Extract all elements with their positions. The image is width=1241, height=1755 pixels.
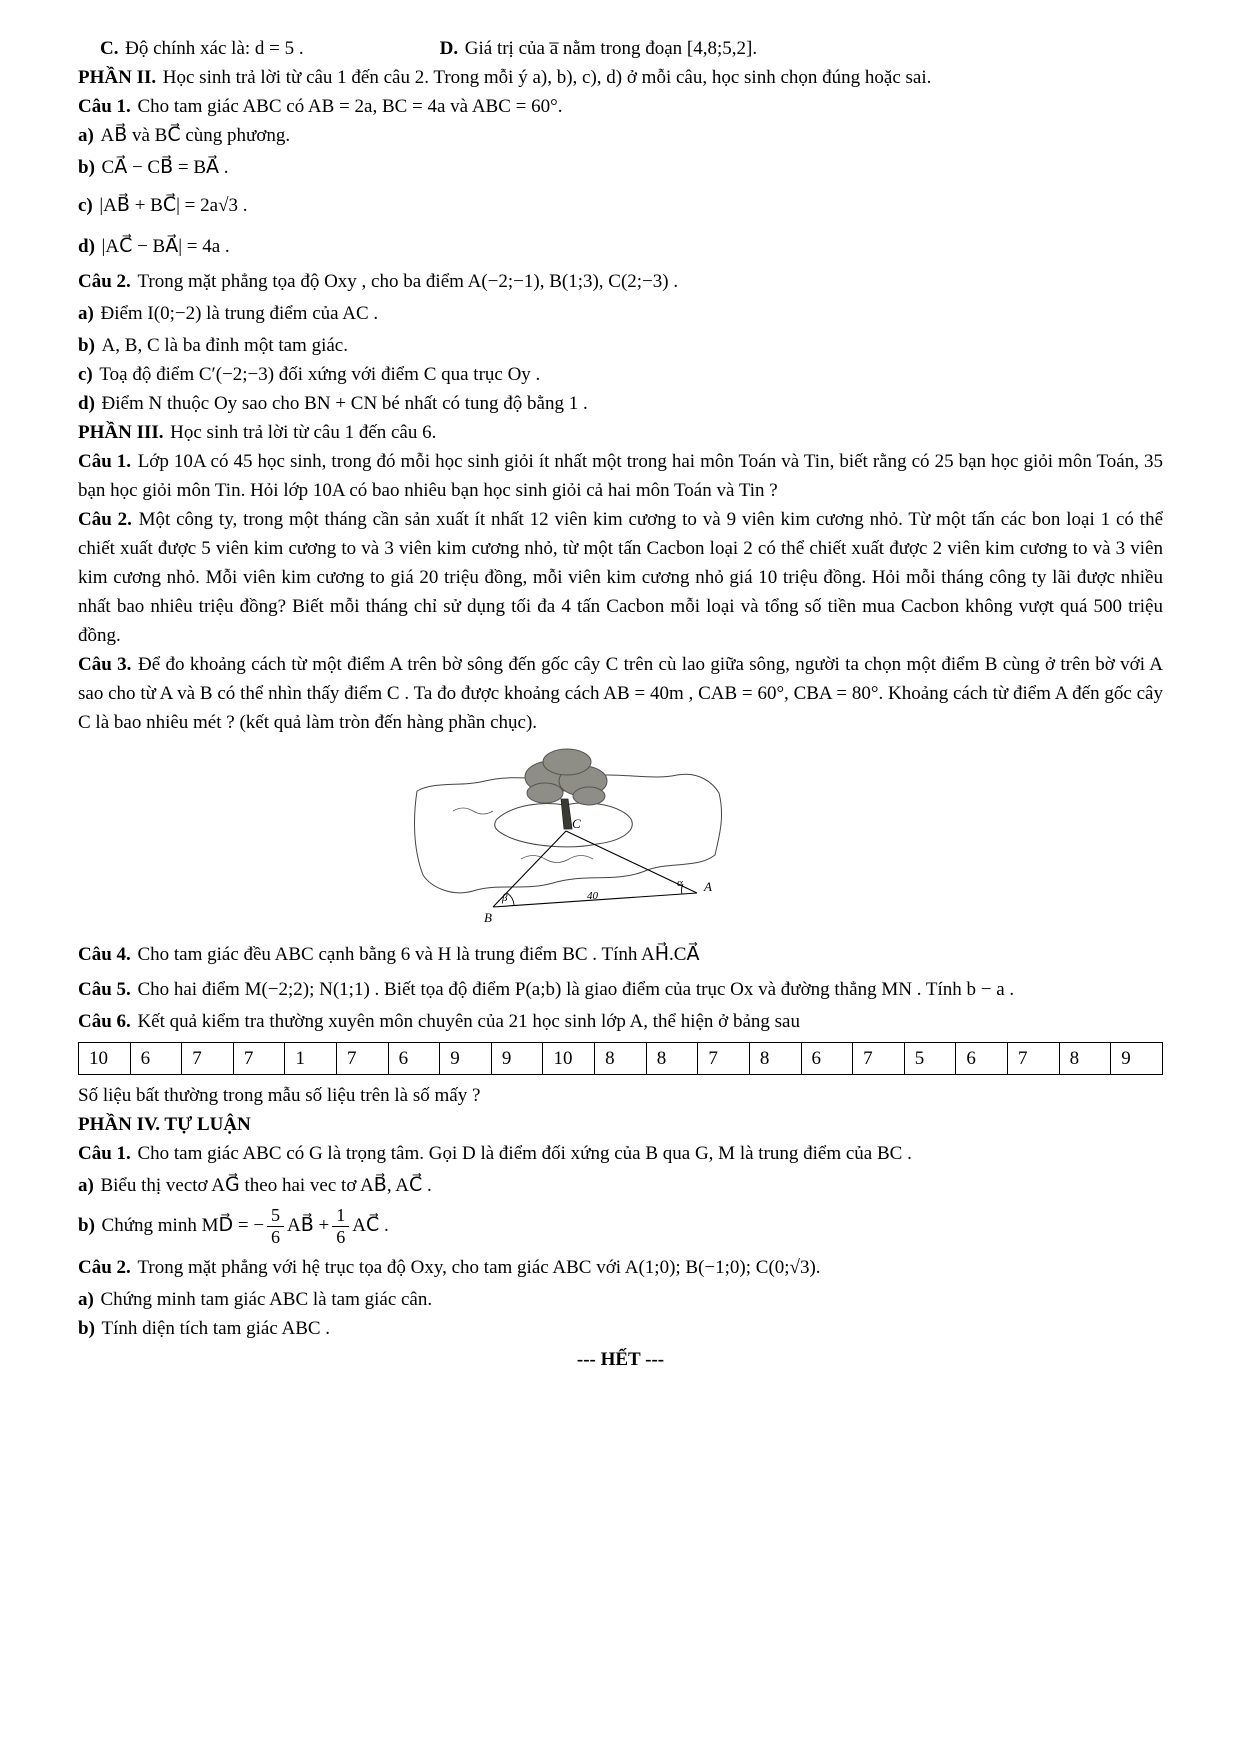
score-cell: 9 [1111, 1043, 1163, 1075]
part3-q3 [78, 650, 1163, 737]
item-b-text: CA⃗ − CB⃗ = BA⃗ . [101, 157, 229, 178]
part3-q2 [78, 505, 1163, 650]
item-b-mid: AB⃗ + [287, 1214, 330, 1236]
score-cell: 7 [853, 1043, 905, 1075]
item-c-text: |AB⃗ + BC⃗| = 2a√3 . [99, 195, 248, 216]
fraction-numerator: 1 [332, 1206, 349, 1227]
part3-q5 [78, 972, 1163, 1007]
score-cell: 10 [543, 1043, 595, 1075]
figure-container [78, 741, 1163, 935]
figure-label-c: C [571, 816, 581, 831]
item-b-text: Tính diện tích tam giác ABC . [101, 1317, 331, 1339]
part2-q1 [78, 92, 1163, 121]
score-cell: 5 [904, 1043, 956, 1075]
item-a-text: Chứng minh tam giác ABC là tam giác cân. [100, 1288, 433, 1310]
score-cell: 7 [1007, 1043, 1059, 1075]
part2-q2-text: Trong mặt phẳng tọa độ Oxy , cho ba điểm A(−2;−1), B(1;3), C(2;−3) . [137, 271, 679, 292]
item-b-prefix: Chứng minh MD⃗ = − [101, 1214, 265, 1236]
part2-q1-item-d [78, 226, 1163, 267]
figure-label-a: A [703, 879, 712, 894]
score-cell: 1 [285, 1043, 337, 1075]
score-cell: 9 [440, 1043, 492, 1075]
part3-q1-text: Lớp 10A có 45 học sinh, trong đó mỗi học sinh giỏi ít nhất một trong hai môn Toán và Tin, biết rằng có 25 bạn học giỏi môn Toán, 35 bạn học giỏi môn Tin. Hỏi lớp 10A có bao nhiêu bạn học sinh giỏi cả hai môn Toán và Tin ? [78, 451, 1163, 501]
fraction-denominator: 6 [336, 1226, 346, 1247]
part2-q1-text: Cho tam giác ABC có AB = 2a, BC = 4a và ABC = 60°. [137, 96, 563, 117]
figure-label-alpha: α [676, 877, 683, 889]
part2-heading-text: Học sinh trả lời từ câu 1 đến câu 2. Trong mỗi ý a), b), c), d) ở mỗi câu, học sinh chọn đúng hoặc sai. [162, 67, 932, 88]
part3-q3-label: Câu 3. [78, 654, 132, 675]
part2-heading-label: PHẦN II. [78, 67, 157, 88]
water-squiggle [521, 856, 593, 863]
option-d [440, 34, 757, 63]
item-a-label: a) [78, 1288, 94, 1310]
item-a-label: a) [78, 1175, 94, 1196]
part2-heading [78, 63, 1163, 92]
part3-q4-label: Câu 4. [78, 944, 131, 965]
item-a-text: Điểm I(0;−2) là trung điểm của AC . [100, 303, 379, 324]
item-c-label: c) [78, 364, 93, 385]
part3-q5-text: Cho hai điểm M(−2;2); N(1;1) . Biết tọa độ điểm P(a;b) là giao điểm của trục Ox và đường thẳng MN . Tính b − a . [137, 979, 1015, 1000]
answer-options-row [78, 34, 1163, 63]
part3-q6-question-text: Số liệu bất thường trong mẫu số liệu trên là số mấy ? [78, 1085, 481, 1106]
part4-heading-text: PHẦN IV. TỰ LUẬN [78, 1114, 251, 1135]
part4-q2 [78, 1250, 1163, 1285]
item-d-label: d) [78, 236, 95, 257]
option-d-text: Giá trị của a̅ nằm trong đoạn [4,8;5,2]. [464, 38, 758, 59]
part4-q2-item-a [78, 1285, 1163, 1314]
part2-q2-item-d [78, 389, 1163, 418]
part2-q1-item-a [78, 121, 1163, 150]
item-a-label: a) [78, 125, 94, 146]
item-b-label: b) [78, 157, 95, 178]
end-marker [78, 1345, 1163, 1374]
angle-beta-arc [507, 893, 514, 905]
part2-q2-item-a [78, 296, 1163, 331]
item-d-text: Điểm N thuộc Oy sao cho BN + CN bé nhất có tung độ bằng 1 . [101, 393, 588, 414]
part2-q1-item-c [78, 185, 1163, 226]
part3-q1-label: Câu 1. [78, 451, 132, 472]
score-cell: 7 [182, 1043, 234, 1075]
part3-q6 [78, 1007, 1163, 1036]
score-cell: 8 [595, 1043, 647, 1075]
part3-q6-question [78, 1081, 1163, 1110]
part3-q4-text: Cho tam giác đều ABC cạnh bằng 6 và H là trung điểm BC . Tính AH⃗.CA⃗ [137, 944, 700, 965]
part3-q1 [78, 447, 1163, 505]
fraction-1-6 [332, 1206, 349, 1247]
part3-q4 [78, 937, 1163, 972]
score-cell: 9 [491, 1043, 543, 1075]
item-b-label: b) [78, 335, 95, 356]
item-d-text: |AC⃗ − BA⃗| = 4a . [101, 236, 230, 257]
item-b-label: b) [78, 1214, 95, 1236]
item-a-text: Biểu thị vectơ AG⃗ theo hai vec tơ AB⃗, AC⃗ . [100, 1175, 432, 1196]
fraction-5-6 [267, 1206, 284, 1247]
item-b-suffix: AC⃗ . [352, 1214, 389, 1236]
item-d-label: d) [78, 393, 95, 414]
part3-q2-text: Một công ty, trong một tháng cần sản xuất ít nhất 12 viên kim cương to và 9 viên kim cương nhỏ. Từ một tấn các bon loại 1 có thể chiết xuất được 5 viên kim cương to và 3 viên kim cương nhỏ, từ một tấn Cacbon loại 2 có thể chiết xuất được 2 viên kim cương to và 3 viên kim cương nhỏ. Mỗi viên kim cương to giá 20 triệu đồng, mỗi viên kim cương nhỏ giá 10 triệu đồng. Hỏi mỗi tháng công ty lãi được nhiều nhất bao nhiêu triệu đồng? Biết mỗi tháng chỉ sử dụng tối đa 4 tấn Cacbon mỗi loại và tổng số tiền mua Cacbon không vượt quá 500 triệu đồng. [78, 509, 1163, 646]
option-d-label: D. [439, 38, 459, 59]
part3-q5-label: Câu 5. [78, 979, 131, 1000]
part3-heading-text: Học sinh trả lời từ câu 1 đến câu 6. [170, 422, 437, 443]
score-cell: 6 [801, 1043, 853, 1075]
figure-label-b: B [483, 910, 492, 925]
item-c-label: c) [78, 195, 93, 216]
score-cell: 6 [388, 1043, 440, 1075]
end-marker-text: --- HẾT --- [576, 1348, 665, 1370]
part3-q3-text: Để đo khoảng cách từ một điểm A trên bờ sông đến gốc cây C trên cù lao giữa sông, người ta chọn một điểm B cùng ở trên bờ với A sao cho từ A và B có thể nhìn thấy điểm C . Ta đo được khoảng cách AB = 40m , CAB = 60°, CBA = 80°. Khoảng cách từ điểm A đến gốc cây C là bao nhiêu mét ? (kết quả làm tròn đến hàng phần chục). [78, 654, 1163, 733]
item-c-text: Toạ độ điểm C′(−2;−3) đối xứng với điểm C qua trục Oy . [99, 364, 541, 385]
option-c-label: C. [100, 38, 119, 59]
part4-heading [78, 1110, 1163, 1139]
part3-q6-label: Câu 6. [78, 1011, 131, 1032]
part4-q2-text: Trong mặt phẳng với hệ trục tọa độ Oxy, cho tam giác ABC với A(1;0); B(−1;0); C(0;√3). [137, 1256, 821, 1278]
option-c-text: Độ chính xác là: d = 5 . [125, 38, 304, 59]
figure-label-distance: 40 [586, 890, 598, 902]
score-cell: 7 [698, 1043, 750, 1075]
part3-heading-label: PHẦN III. [78, 422, 164, 443]
score-cell: 8 [1059, 1043, 1111, 1075]
part3-heading [78, 418, 1163, 447]
part4-q1-item-b [78, 1203, 1163, 1250]
fraction-denominator: 6 [271, 1226, 281, 1247]
water-squiggle [453, 808, 493, 814]
item-a-text: AB⃗ và BC⃗ cùng phương. [100, 125, 291, 146]
option-c [100, 34, 304, 63]
item-b-label: b) [78, 1317, 95, 1339]
figure-label-beta: β [501, 892, 507, 904]
part3-q2-label: Câu 2. [78, 509, 132, 530]
part3-q6-text: Kết quả kiểm tra thường xuyên môn chuyên của 21 học sinh lớp A, thể hiện ở bảng sau [137, 1011, 800, 1032]
score-cell: 6 [956, 1043, 1008, 1075]
item-a-label: a) [78, 303, 94, 324]
scores-row [79, 1043, 1163, 1075]
part2-q2 [78, 267, 1163, 296]
part4-q1 [78, 1139, 1163, 1168]
score-cell: 7 [337, 1043, 389, 1075]
part4-q1-text: Cho tam giác ABC có G là trọng tâm. Gọi D là điểm đối xứng của B qua G, M là trung điểm của BC . [137, 1143, 912, 1164]
part2-q1-item-b [78, 150, 1163, 185]
part4-q1-label: Câu 1. [78, 1143, 131, 1164]
scores-table [78, 1042, 1163, 1075]
score-cell: 8 [646, 1043, 698, 1075]
score-cell: 7 [233, 1043, 285, 1075]
item-b-text: A, B, C là ba đỉnh một tam giác. [101, 335, 348, 356]
part4-q2-label: Câu 2. [78, 1256, 131, 1278]
part2-q2-label: Câu 2. [78, 271, 131, 292]
score-cell: 8 [749, 1043, 801, 1075]
part2-q2-item-c [78, 360, 1163, 389]
part4-q1-item-a [78, 1168, 1163, 1203]
river-tree-figure [401, 741, 731, 926]
part4-q2-item-b [78, 1314, 1163, 1343]
part2-q2-item-b [78, 331, 1163, 360]
part2-q1-label: Câu 1. [78, 96, 131, 117]
fraction-numerator: 5 [267, 1206, 284, 1227]
score-cell: 10 [79, 1043, 131, 1075]
score-cell: 6 [130, 1043, 182, 1075]
